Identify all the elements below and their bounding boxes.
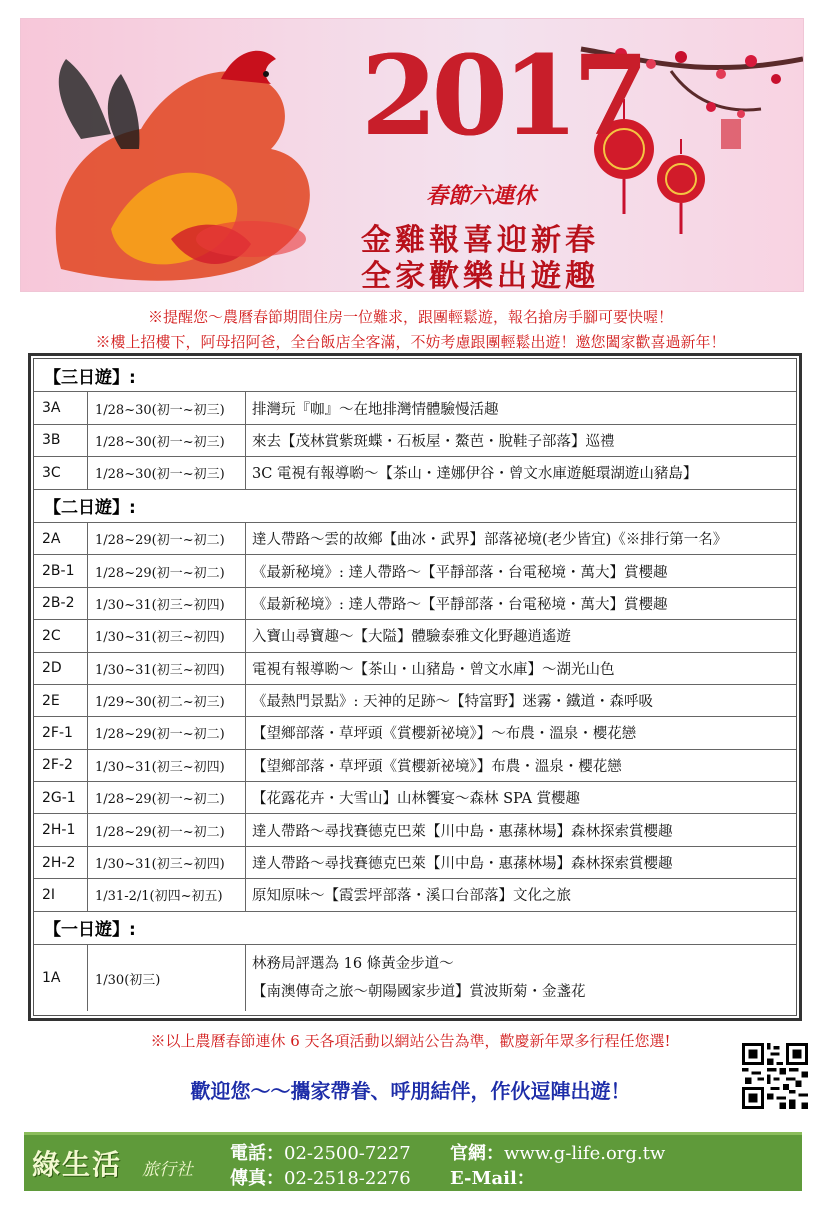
trip-desc: 入寶山尋寶趣～【大隘】體驗泰雅文化野趣逍遙遊 [252, 629, 571, 646]
table-row [34, 457, 796, 489]
trip-date: 1/28~29(初一~初二) [88, 717, 246, 748]
year-title: 2017 [361, 31, 644, 160]
company-logo: 綠生活 [32, 1148, 123, 1181]
trip-date: 1/28~29(初一~初二) [88, 523, 246, 554]
website[interactable] [450, 1139, 665, 1165]
trip-code: 1A [34, 945, 88, 1011]
trip-code: 2F-1 [34, 717, 88, 748]
section-three-day: 【三日遊】: [34, 359, 796, 392]
trip-desc: 【望鄉部落・草坪頭《賞櫻新祕境》】布農・溫泉・櫻花戀 [252, 758, 622, 775]
trip-code: 2H-1 [34, 814, 88, 845]
trip-desc-line-2: 【南澳傳奇之旅～朝陽國家步道】賞波斯菊・金盞花 [252, 984, 586, 1001]
trip-code: 2D [34, 653, 88, 684]
phone-label: 電話： [230, 1143, 284, 1164]
slogan-line-2: 全家歡樂出遊趣 [361, 259, 599, 292]
trip-code: 2A [34, 523, 88, 554]
fax-number [230, 1164, 411, 1190]
trip-date: 1/31-2/1(初四~初五) [88, 879, 246, 910]
trip-date: 1/30~31(初三~初四) [88, 653, 246, 684]
holiday-subtitle: 春節六連休 [426, 183, 537, 209]
trip-code: 3C [34, 457, 88, 488]
section-two-day: 【二日遊】: [34, 490, 796, 523]
one-day-rows [34, 945, 796, 1011]
table-row [34, 685, 796, 717]
trip-code: 3B [34, 425, 88, 456]
welcome-message: 歡迎您～～攜家帶眷、呼朋結伴，作伙逗陣出遊！ [190, 1079, 631, 1103]
email-label: E-Mail： [450, 1168, 535, 1189]
trip-date: 1/28~30(初一~初三) [88, 392, 246, 423]
trip-desc: 排灣玩『咖』～在地排灣情體驗慢活趣 [252, 401, 499, 418]
trip-desc: 達人帶路～尋找賽德克巴萊【川中島・惠蓀林場】森林探索賞櫻趣 [252, 823, 673, 840]
trip-desc: 《最熱門景點》: 天神的足跡～【特富野】迷霧・鐵道・森呼吸 [252, 694, 653, 711]
trip-desc: 電視有報導喲～【茶山・山豬島・曾文水庫】～湖光山色 [252, 661, 615, 678]
trip-date: 1/30~31(初三~初四) [88, 847, 246, 878]
table-row [34, 750, 796, 782]
section-one-day: 【一日遊】: [34, 912, 796, 945]
website-link[interactable]: www.g-life.org.tw [504, 1143, 666, 1164]
company-logo-subtitle: 旅行社 [142, 1160, 193, 1180]
trip-desc: 達人帶路～尋找賽德克巴萊【川中島・惠蓀林場】森林探索賞櫻趣 [252, 856, 673, 873]
table-row [34, 945, 796, 1011]
email[interactable] [450, 1164, 802, 1211]
trip-desc: 3C 電視有報導喲～【茶山・達娜伊谷・曾文水庫遊艇環湖遊山豬島】 [252, 466, 698, 483]
table-row [34, 392, 796, 424]
fax-value: 02-2518-2276 [284, 1168, 411, 1189]
trip-code: 2C [34, 620, 88, 651]
trip-date: 1/28~29(初一~初二) [88, 555, 246, 586]
footer-bar [24, 1132, 802, 1211]
table-row [34, 847, 796, 879]
trip-desc: 【花露花卉・大雪山】山林饗宴～森林 SPA 賞櫻趣 [252, 791, 581, 808]
trip-code: 2B-1 [34, 555, 88, 586]
table-row [34, 523, 796, 555]
trip-date: 1/30~31(初三~初四) [88, 750, 246, 781]
trip-desc: 來去【茂林賞紫斑蝶・石板屋・鰲芭・脫鞋子部落】巡禮 [252, 433, 615, 450]
slogan-line-1: 金雞報喜迎新春 [361, 223, 599, 258]
trip-date: 1/30(初三) [88, 945, 246, 1011]
trip-date: 1/28~30(初一~初三) [88, 457, 246, 488]
notice-line-2: ※樓上招樓下，阿母招阿爸，全台飯店全客滿，不妨考慮跟團輕鬆出遊！邀您闔家歡喜過新年！ [95, 333, 726, 351]
trip-date: 1/30~31(初三~初四) [88, 620, 246, 651]
table-row [34, 782, 796, 814]
table-row [34, 814, 796, 846]
itinerary-table [28, 353, 802, 1021]
table-row [34, 425, 796, 457]
notice-line-1: ※提醒您～農曆春節期間住房一位難求，跟團輕鬆遊，報名搶房手腳可要快喔！ [147, 308, 673, 326]
table-row [34, 588, 796, 620]
table-row [34, 717, 796, 749]
footnote: ※以上農曆春節連休 6 天各項活動以網站公告為準，歡慶新年眾多行程任您選! [150, 1032, 671, 1050]
trip-date: 1/28~29(初一~初二) [88, 814, 246, 845]
table-row [34, 653, 796, 685]
table-row [34, 555, 796, 587]
trip-date: 1/29~30(初二~初三) [88, 685, 246, 716]
trip-date: 1/30~31(初三~初四) [88, 588, 246, 619]
two-day-rows [34, 523, 796, 912]
trip-code: 2F-2 [34, 750, 88, 781]
table-row [34, 620, 796, 652]
phone-value: 02-2500-7227 [284, 1143, 411, 1164]
trip-desc: 達人帶路～雲的故鄉【曲冰・武界】部落祕境(老少皆宜)《※排行第一名》 [252, 532, 728, 549]
trip-desc: 原知原味～【霞雲坪部落・溪口台部落】文化之旅 [252, 888, 571, 905]
three-day-rows [34, 392, 796, 489]
trip-date: 1/28~30(初一~初三) [88, 425, 246, 456]
hero-banner [20, 18, 804, 292]
trip-desc-line-1: 林務局評選為 16 條黃金步道～ [252, 956, 454, 973]
trip-date: 1/28~29(初一~初二) [88, 782, 246, 813]
trip-code: 2E [34, 685, 88, 716]
trip-desc: 【望鄉部落・草坪頭《賞櫻新祕境》】～布農・溫泉・櫻花戀 [252, 726, 637, 743]
qr-code-icon [742, 1043, 808, 1109]
trip-desc: 《最新秘境》: 達人帶路～【平靜部落・台電秘境・萬大】賞櫻趣 [252, 564, 668, 581]
table-row [34, 879, 796, 911]
trip-desc: 《最新秘境》: 達人帶路～【平靜部落・台電秘境・萬大】賞櫻趣 [252, 596, 668, 613]
fax-label: 傳真： [230, 1168, 284, 1189]
website-label: 官網： [450, 1143, 504, 1164]
trip-code: 2I [34, 879, 88, 910]
phone-number [230, 1139, 411, 1165]
trip-desc [246, 945, 796, 1011]
trip-code: 3A [34, 392, 88, 423]
email-link[interactable]: greenlifetravel@hotmail.com.tw [450, 1190, 745, 1211]
trip-code: 2G-1 [34, 782, 88, 813]
trip-code: 2B-2 [34, 588, 88, 619]
trip-code: 2H-2 [34, 847, 88, 878]
